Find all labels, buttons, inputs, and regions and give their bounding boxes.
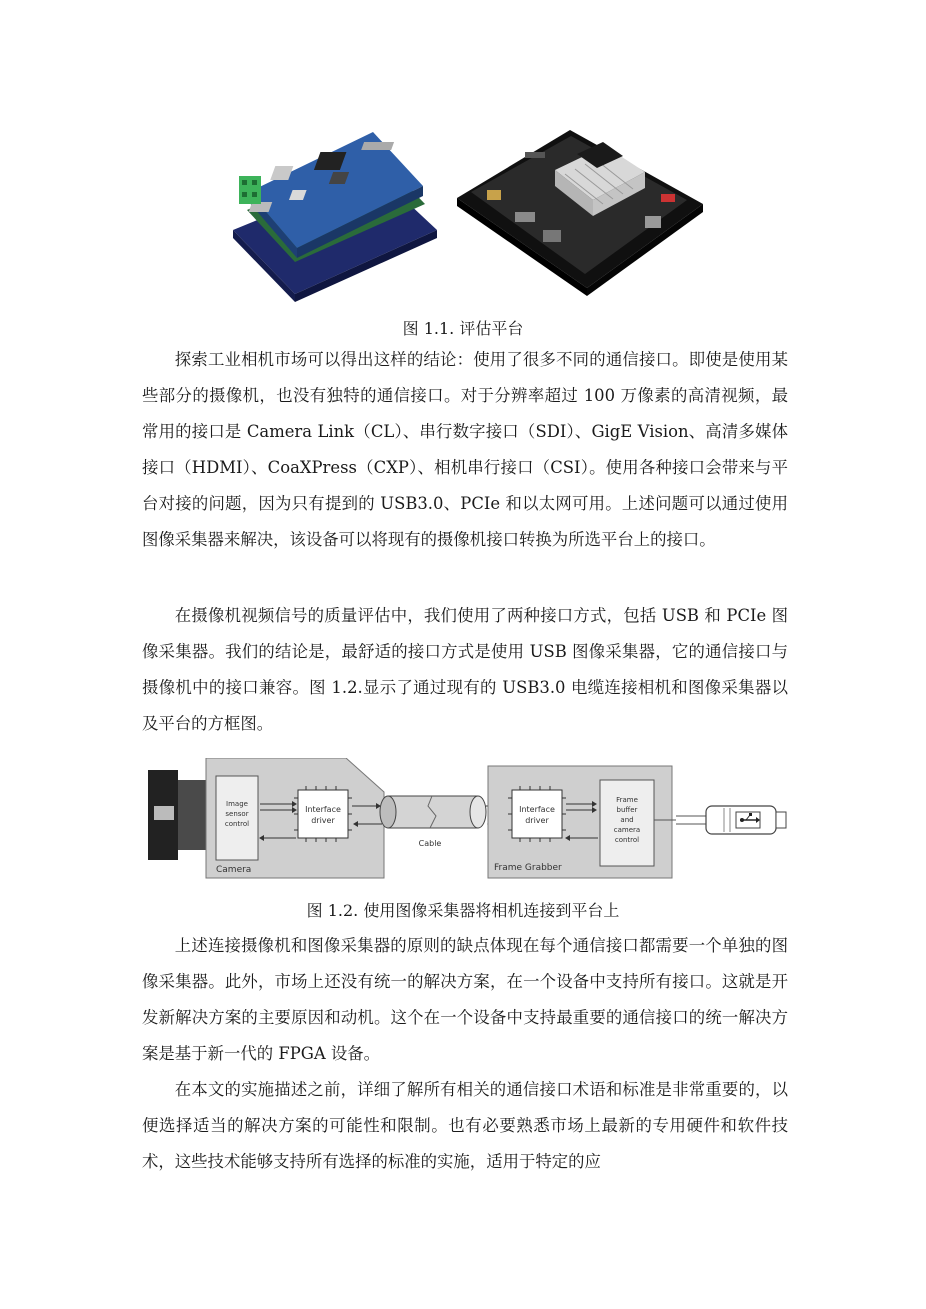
paragraph-3: 上述连接摄像机和图像采集器的原则的缺点体现在每个通信接口都需要一个单独的图像采集器。此外，市场上还没有统一的解决方案，在一个设备中支持所有接口。这就是开发新解决方案的主要原因和动机。这个在一个设备中支持最重要的通信接口的统一解决方案是基于新一代的 FPGA 设备。 xyxy=(142,936,788,1063)
cable-icon xyxy=(380,796,486,828)
camera-lens xyxy=(148,770,206,860)
fb-label-3: and xyxy=(620,816,634,824)
camera-label: Camera xyxy=(216,865,252,875)
image-sensor-control-box xyxy=(216,776,258,860)
paragraph-2: 在摄像机视频信号的质量评估中，我们使用了两种接口方式，包括 USB 和 PCIe 图像采集器。我们的结论是，最舒适的接口方式是使用 USB 图像采集器，它的通信接口与摄像机中的接口兼容。图 1.2.显示了通过现有的 USB3.0 电缆连接相机和图像采集器以及平台的方框图。 xyxy=(142,606,788,733)
driver-2-label-1: Interface xyxy=(519,805,555,814)
figure-2-caption: 图 1.2. 使用图像采集器将相机连接到平台上 xyxy=(306,901,620,920)
sensor-label-3: control xyxy=(224,820,250,828)
fb-label-2: buffer xyxy=(616,806,638,814)
interface-driver-2-box xyxy=(512,790,562,838)
paragraph-4: 在本文的实施描述之前，详细了解所有相关的通信接口术语和标准是非常重要的，以便选择适当的解决方案的可能性和限制。也有必要熟悉市场上最新的专用硬件和软件技术，这些技术能够支持所有选择的标准的实施，适用于特定的应 xyxy=(142,1080,788,1171)
evaluation-platform-photo xyxy=(225,112,705,302)
frame-grabber-label: Frame Grabber xyxy=(494,863,562,873)
driver-1-label-1: Interface xyxy=(305,805,341,814)
fb-label-1: Frame xyxy=(616,796,638,804)
left-board-image xyxy=(233,132,437,302)
frame-grabber-block-diagram xyxy=(146,758,788,888)
usb-cable-icon xyxy=(654,806,786,834)
sensor-label-2: sensor xyxy=(225,810,249,818)
driver-1-label-2: driver xyxy=(311,816,335,825)
fb-label-5: control xyxy=(614,836,640,844)
figure-1-caption: 图 1.1. 评估平台 xyxy=(402,319,524,338)
fb-label-4: camera xyxy=(613,826,641,834)
interface-driver-1-box xyxy=(298,790,348,838)
cable-label: Cable xyxy=(418,839,442,848)
sensor-label-1: Image xyxy=(226,800,248,808)
driver-2-label-2: driver xyxy=(525,816,549,825)
paragraph-1: 探索工业相机市场可以得出这样的结论：使用了很多不同的通信接口。即使是使用某些部分的摄像机，也没有独特的通信接口。对于分辨率超过 100 万像素的高清视频，最常用的接口是 Camera Link（CL）、串行数字接口（SDI）、GigE Vision、高清多媒体接口（HDMI）、CoaXPress（CXP）、相机串行接口（CSI）。使用各种接口会带来与平台对接的问题，因为只有提到的 USB3.0、PCIe 和以太网可用。上述问题可以通过使用图像采集器来解决，该设备可以将现有的摄像机接口转换为所选平台上的接口。 xyxy=(142,350,788,549)
right-board-image xyxy=(457,130,703,296)
